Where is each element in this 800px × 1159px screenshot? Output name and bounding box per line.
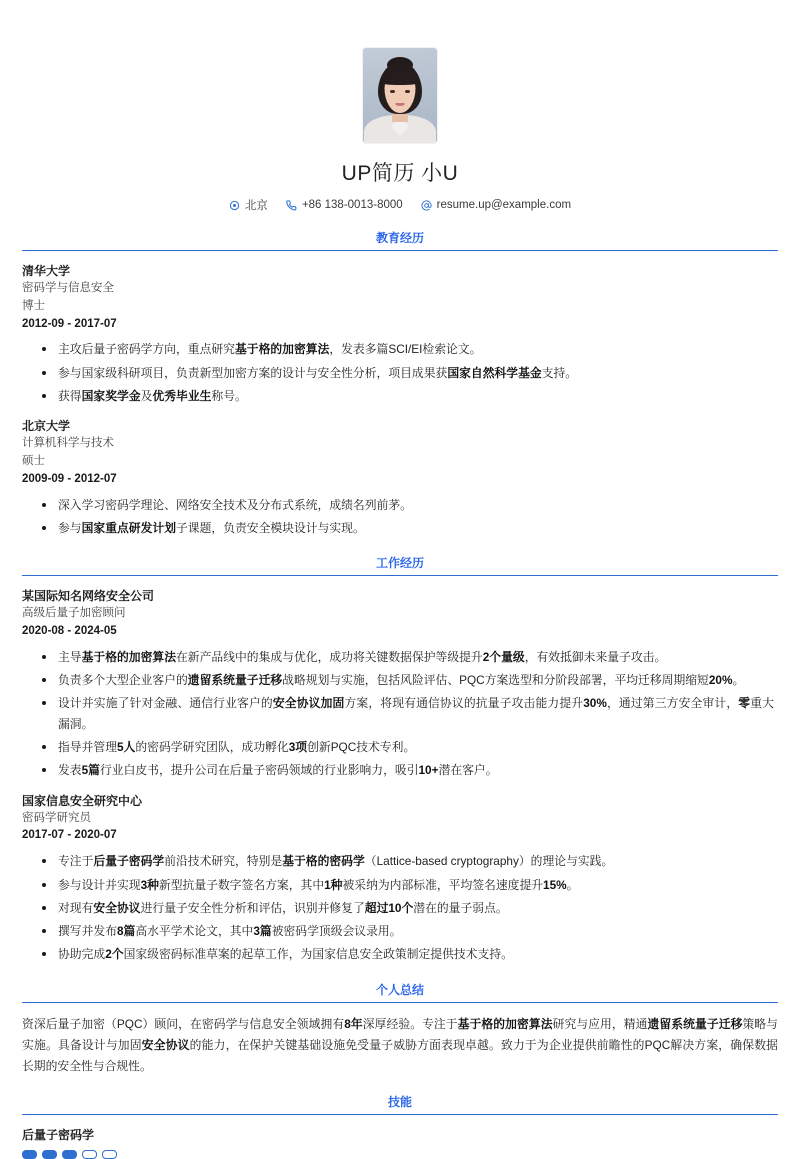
list-item: 设计并实施了针对金融、通信行业客户的安全协议加固方案，将现有通信协议的抗量子攻击能力提升30%，通过第三方安全审计，零重大漏洞。 [22, 693, 778, 734]
work-bullet-list [22, 851, 778, 964]
section-rule [22, 250, 778, 251]
list-item: 负责多个大型企业客户的遗留系统量子迁移战略规划与实施，包括风险评估、PQC方案选型和分阶段部署，平均迁移周期缩短20%。 [22, 670, 778, 690]
location-pin-icon [229, 200, 240, 211]
skill-level-dot [42, 1150, 57, 1159]
avatar [363, 48, 437, 143]
avatar-mouth-shape [396, 103, 405, 106]
section-title-skills: 技能 [387, 1094, 412, 1109]
skill-level-dot [62, 1150, 77, 1159]
list-item: 协助完成2个国家级密码标准草案的起草工作，为国家信息安全政策制定提供技术支持。 [22, 944, 778, 964]
work-company: 某国际知名网络安全公司 [22, 589, 155, 604]
education-degree: 博士 [22, 299, 45, 312]
education-major: 计算机科学与技术 [22, 437, 114, 450]
contact-email-value: resume.up@example.com [436, 199, 572, 211]
education-bullet-list [22, 339, 778, 406]
section-rule [22, 575, 778, 576]
education-major: 密码学与信息安全 [22, 282, 114, 294]
contact-list [22, 197, 778, 213]
skill-level-dot [82, 1150, 97, 1159]
contact-phone [286, 199, 403, 211]
avatar-right-eye-shape [405, 90, 410, 93]
section-rule [22, 1002, 778, 1003]
work-entry [22, 587, 778, 780]
contact-location [229, 197, 268, 213]
work-company: 国家信息安全研究中心 [22, 793, 143, 808]
list-item: 深入学习密码学理论、网络安全技术及分布式系统，成绩名列前茅。 [22, 495, 778, 515]
list-item: 主导基于格的加密算法在新产品线中的集成与优化，成功将关键数据保护等级提升2个量级，有效抵御未来量子攻击。 [22, 647, 778, 667]
skill-level-dot [102, 1150, 117, 1159]
list-item: 获得国家奖学金及优秀毕业生称号。 [22, 386, 778, 406]
section-education [22, 229, 778, 538]
list-item: 撰写并发布8篇高水平学术论文，其中3篇被密码学顶级会议录用。 [22, 921, 778, 941]
section-work-experience [22, 554, 778, 964]
list-item: 参与设计并实现3种新型抗量子数字签名方案，其中1种被采纳为内部标准，平均签名速度提升15%。 [22, 875, 778, 895]
contact-phone-value: +86 138-0013-8000 [301, 199, 403, 211]
skill-level-dot [22, 1150, 37, 1159]
work-role: 高级后量子加密顾问 [22, 607, 126, 620]
education-org: 北京大学 [22, 419, 71, 434]
work-dates: 2020-08 - 2024-05 [22, 625, 117, 638]
work-bullet-list [22, 647, 778, 781]
section-title-summary: 个人总结 [375, 982, 424, 997]
work-dates: 2017-07 - 2020-07 [22, 829, 117, 842]
education-entry [22, 417, 778, 538]
work-role: 密码学研究员 [22, 811, 91, 824]
summary-text: 资深后量子加密（PQC）顾问，在密码学与信息安全领域拥有8年深厚经验。专注于基于格的加密算法研究与应用，精通遗留系统量子迁移策略与实施。具备设计与加固安全协议的能力，在保护关键基础设施免受量子威胁方面表现卓越。致力于为企业提供前瞻性的PQC解决方案，确保数据长期的安全性与合规性。 [22, 1016, 778, 1073]
list-item: 参与国家重点研发计划子课题，负责安全模块设计与实现。 [22, 518, 778, 538]
phone-icon [286, 200, 297, 211]
avatar-left-eye-shape [390, 90, 395, 93]
education-org: 清华大学 [22, 264, 71, 278]
education-dates: 2012-09 - 2017-07 [22, 317, 117, 330]
section-rule [22, 1114, 778, 1115]
education-dates: 2009-09 - 2012-07 [22, 472, 117, 485]
skill-item [22, 1126, 778, 1159]
contact-location-value: 北京 [244, 200, 268, 212]
list-item: 专注于后量子密码学前沿技术研究，特别是基于格的密码学（Lattice-based cryptography）的理论与实践。 [22, 851, 778, 871]
at-sign-icon [421, 200, 432, 211]
section-personal-summary [22, 981, 778, 1077]
section-title-education: 教育经历 [375, 231, 424, 245]
page-title: UP简历 小U [341, 162, 459, 185]
skill-name: 后量子密码学 [22, 1127, 95, 1142]
list-item: 主攻后量子密码学方向，重点研究基于格的加密算法，发表多篇SCI/EI检索论文。 [22, 339, 778, 359]
education-degree: 硕士 [22, 455, 45, 468]
resume-header [22, 0, 778, 213]
section-title-work: 工作经历 [375, 556, 424, 571]
education-bullet-list [22, 495, 778, 539]
section-skills [22, 1093, 778, 1159]
work-entry [22, 792, 778, 965]
education-entry [22, 262, 778, 406]
list-item: 发表5篇行业白皮书，提升公司在后量子密码领域的行业影响力，吸引10+潜在客户。 [22, 760, 778, 780]
avatar-wrapper [22, 48, 778, 143]
contact-email [421, 199, 571, 211]
list-item: 对现有安全协议进行量子安全性分析和评估，识别并修复了超过10个潜在的量子弱点。 [22, 898, 778, 918]
skill-level-meter [22, 1150, 778, 1159]
list-item: 指导并管理5人的密码学研究团队，成功孵化3项创新PQC技术专利。 [22, 737, 778, 757]
list-item: 参与国家级科研项目，负责新型加密方案的设计与安全性分析，项目成果获国家自然科学基金支持。 [22, 363, 778, 383]
